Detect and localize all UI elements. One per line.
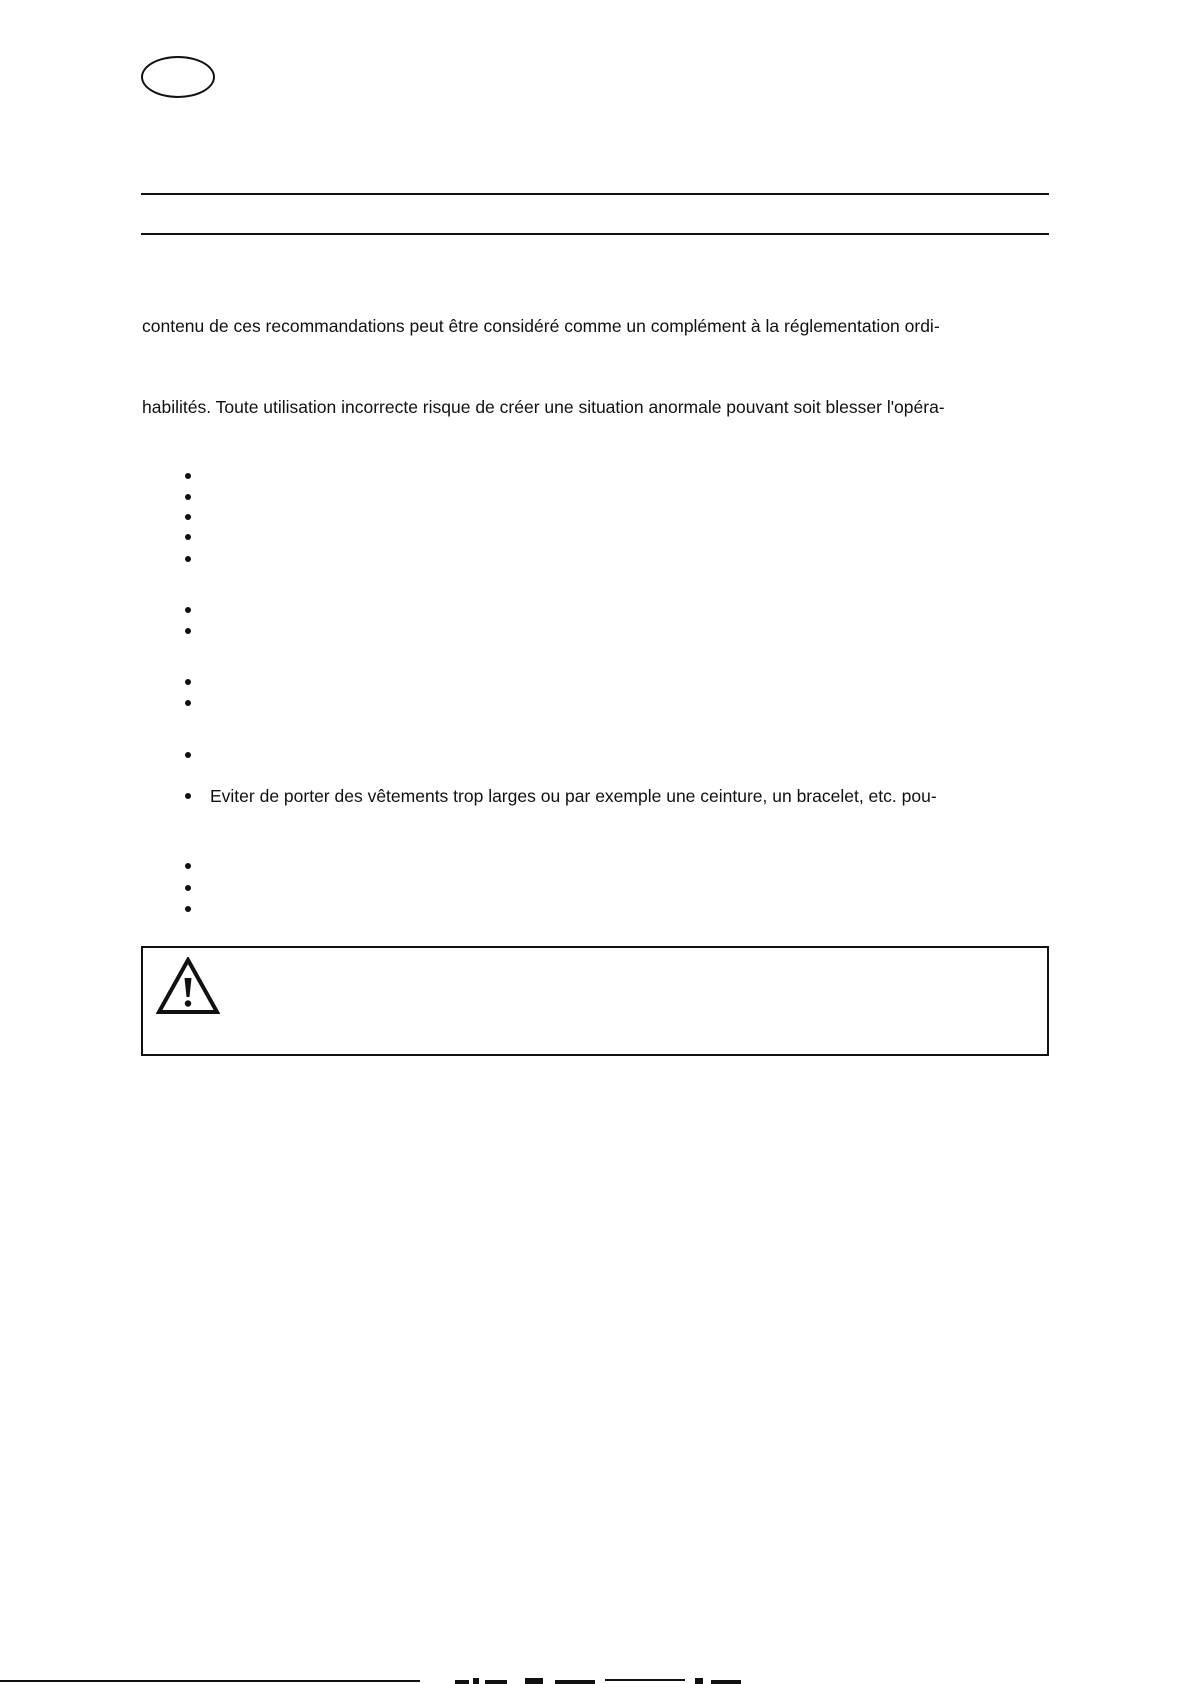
list-bullet bbox=[185, 885, 191, 891]
list-bullet bbox=[185, 752, 191, 758]
header-rule-bottom bbox=[141, 233, 1049, 235]
list-bullet bbox=[185, 514, 191, 520]
list-item-text: Eviter de porter des vêtements trop larges ou par exemple une ceinture, un bracelet, etc. pou- bbox=[210, 786, 937, 806]
list-bullet bbox=[185, 556, 191, 562]
language-badge bbox=[141, 56, 215, 98]
list-bullet bbox=[185, 628, 191, 634]
list-bullet bbox=[185, 607, 191, 613]
footer-marks bbox=[455, 1676, 745, 1684]
list-bullet bbox=[185, 700, 191, 706]
list-bullet bbox=[185, 906, 191, 912]
list-bullet bbox=[185, 494, 191, 500]
header-rule-top bbox=[141, 193, 1049, 195]
footer-rule bbox=[0, 1680, 420, 1682]
paragraph-line-1: contenu de ces recommandations peut être considéré comme un complément à la réglementation ordi- bbox=[142, 316, 940, 336]
paragraph-line-2: habilités. Toute utilisation incorrecte risque de créer une situation anormale pouvant soit blesser l'opéra- bbox=[142, 397, 945, 417]
warning-box bbox=[141, 946, 1049, 1056]
list-bullet bbox=[185, 863, 191, 869]
list-bullet bbox=[185, 679, 191, 685]
list-bullet bbox=[185, 473, 191, 479]
list-bullet bbox=[185, 534, 191, 540]
warning-triangle-icon bbox=[156, 957, 220, 1015]
list-bullet bbox=[185, 793, 191, 799]
